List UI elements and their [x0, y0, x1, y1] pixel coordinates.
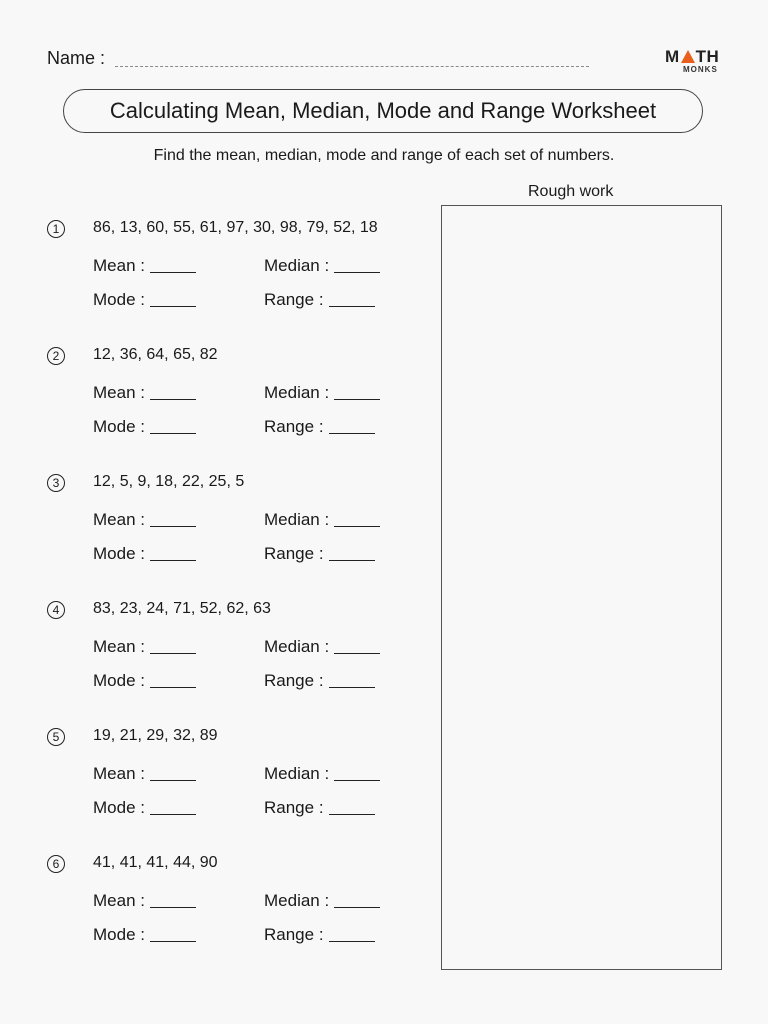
median-field[interactable]	[264, 383, 380, 403]
mean-field[interactable]	[93, 764, 196, 784]
range-field[interactable]	[264, 925, 375, 945]
range-blank[interactable]	[329, 306, 375, 307]
range-field[interactable]	[264, 290, 375, 310]
mean-field[interactable]	[93, 891, 196, 911]
number-set: 41, 41, 41, 44, 90	[93, 854, 218, 871]
range-blank[interactable]	[329, 560, 375, 561]
math-monks-logo	[665, 47, 725, 79]
range-label: Range :	[264, 417, 324, 436]
problem-6	[0, 855, 440, 975]
mean-label: Mean :	[93, 764, 145, 783]
problem-1	[0, 220, 440, 340]
mean-field[interactable]	[93, 383, 196, 403]
mean-blank[interactable]	[150, 780, 196, 781]
mean-blank[interactable]	[150, 653, 196, 654]
logo-wordmark	[665, 47, 719, 67]
range-blank[interactable]	[329, 814, 375, 815]
mode-field[interactable]	[93, 290, 196, 310]
worksheet-title: Calculating Mean, Median, Mode and Range Worksheet	[109, 98, 657, 123]
mode-label: Mode :	[93, 417, 145, 436]
median-label: Median :	[264, 256, 330, 275]
mean-field[interactable]	[93, 256, 196, 276]
problem-number: 5	[47, 728, 65, 746]
mode-blank[interactable]	[150, 941, 196, 942]
median-field[interactable]	[264, 637, 380, 657]
mode-blank[interactable]	[150, 306, 196, 307]
mean-label: Mean :	[93, 256, 145, 275]
range-blank[interactable]	[329, 433, 375, 434]
range-field[interactable]	[264, 798, 375, 818]
title-banner	[63, 89, 703, 133]
median-label: Median :	[264, 764, 330, 783]
mode-blank[interactable]	[150, 687, 196, 688]
number-set: 19, 21, 29, 32, 89	[93, 727, 218, 744]
range-field[interactable]	[264, 544, 375, 564]
median-blank[interactable]	[334, 780, 380, 781]
range-field[interactable]	[264, 671, 375, 691]
median-field[interactable]	[264, 891, 380, 911]
mode-label: Mode :	[93, 290, 145, 309]
mean-blank[interactable]	[150, 526, 196, 527]
mode-field[interactable]	[93, 544, 196, 564]
median-blank[interactable]	[334, 272, 380, 273]
range-label: Range :	[264, 544, 324, 563]
problem-2	[0, 347, 440, 467]
range-field[interactable]	[264, 417, 375, 437]
mean-label: Mean :	[93, 637, 145, 656]
mode-blank[interactable]	[150, 433, 196, 434]
mode-blank[interactable]	[150, 560, 196, 561]
mean-blank[interactable]	[150, 399, 196, 400]
number-set: 86, 13, 60, 55, 61, 97, 30, 98, 79, 52, 18	[93, 219, 378, 236]
mean-blank[interactable]	[150, 907, 196, 908]
range-blank[interactable]	[329, 941, 375, 942]
name-input-line[interactable]	[115, 66, 589, 67]
number-set: 12, 36, 64, 65, 82	[93, 346, 218, 363]
number-set: 12, 5, 9, 18, 22, 25, 5	[93, 473, 245, 490]
problem-4	[0, 601, 440, 721]
median-field[interactable]	[264, 510, 380, 530]
triangle-icon	[681, 50, 695, 63]
median-label: Median :	[264, 510, 330, 529]
logo-text-right: TH	[695, 47, 720, 66]
median-blank[interactable]	[334, 526, 380, 527]
rough-work-box[interactable]	[441, 205, 722, 970]
problem-3	[0, 474, 440, 594]
median-label: Median :	[264, 891, 330, 910]
rough-work-label: Rough work	[528, 183, 614, 200]
mean-label: Mean :	[93, 383, 145, 402]
problem-number: 3	[47, 474, 65, 492]
problem-number: 1	[47, 220, 65, 238]
median-field[interactable]	[264, 256, 380, 276]
mean-field[interactable]	[93, 510, 196, 530]
range-label: Range :	[264, 671, 324, 690]
mode-field[interactable]	[93, 798, 196, 818]
logo-subtext: MONKS	[683, 65, 718, 74]
problem-5	[0, 728, 440, 848]
mode-label: Mode :	[93, 544, 145, 563]
range-blank[interactable]	[329, 687, 375, 688]
median-blank[interactable]	[334, 399, 380, 400]
mean-label: Mean :	[93, 510, 145, 529]
mean-field[interactable]	[93, 637, 196, 657]
number-set: 83, 23, 24, 71, 52, 62, 63	[93, 600, 271, 617]
mode-field[interactable]	[93, 925, 196, 945]
name-label: Name :	[47, 48, 106, 68]
range-label: Range :	[264, 290, 324, 309]
mode-label: Mode :	[93, 925, 145, 944]
mode-field[interactable]	[93, 671, 196, 691]
median-blank[interactable]	[334, 653, 380, 654]
mean-label: Mean :	[93, 891, 145, 910]
median-blank[interactable]	[334, 907, 380, 908]
problem-number: 2	[47, 347, 65, 365]
logo-text-left: M	[665, 47, 680, 66]
mode-label: Mode :	[93, 671, 145, 690]
mean-blank[interactable]	[150, 272, 196, 273]
mode-label: Mode :	[93, 798, 145, 817]
median-label: Median :	[264, 383, 330, 402]
range-label: Range :	[264, 925, 324, 944]
range-label: Range :	[264, 798, 324, 817]
mode-field[interactable]	[93, 417, 196, 437]
median-label: Median :	[264, 637, 330, 656]
instructions: Find the mean, median, mode and range of each set of numbers.	[153, 147, 615, 164]
problem-number: 6	[47, 855, 65, 873]
problem-number: 4	[47, 601, 65, 619]
mode-blank[interactable]	[150, 814, 196, 815]
median-field[interactable]	[264, 764, 380, 784]
